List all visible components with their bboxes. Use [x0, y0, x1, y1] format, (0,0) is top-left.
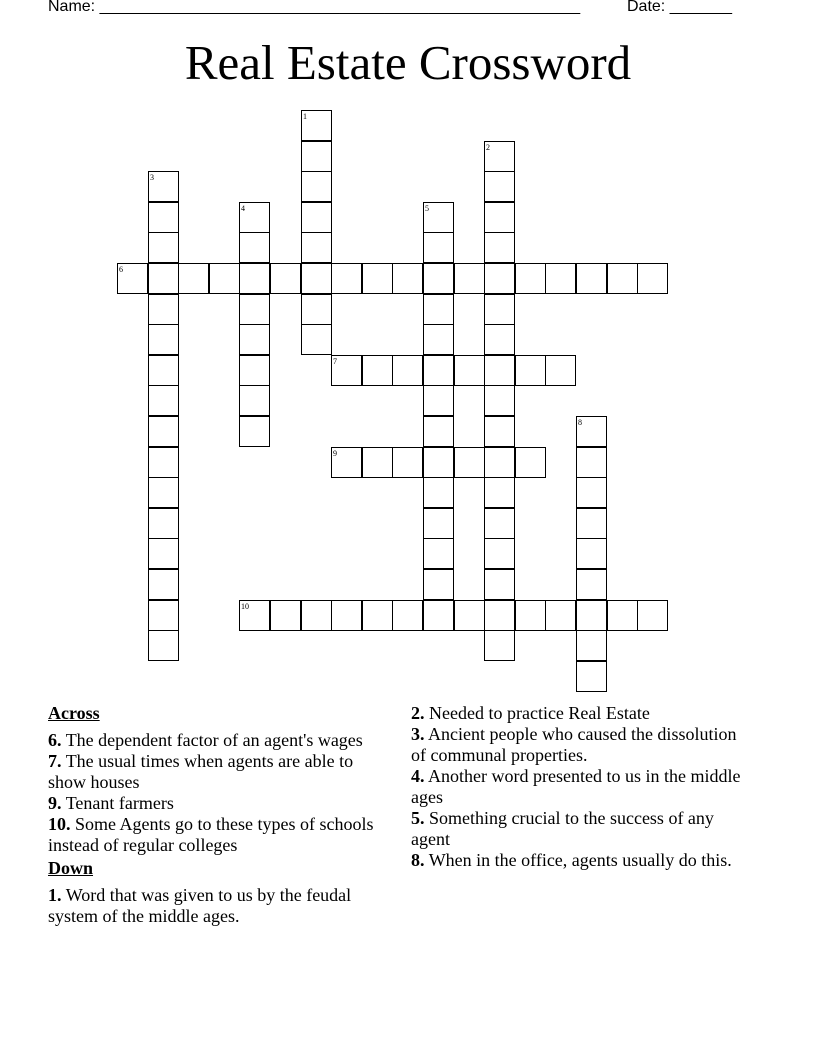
- clue-start-number: 10: [241, 602, 249, 611]
- grid-cell[interactable]: [454, 600, 485, 631]
- grid-cell[interactable]: [423, 600, 454, 631]
- grid-cell[interactable]: [484, 294, 515, 325]
- clue-start-number: 4: [241, 204, 245, 213]
- grid-cell[interactable]: [576, 263, 607, 294]
- clue-text: Something crucial to the success of any agent: [411, 808, 714, 849]
- grid-cell[interactable]: [607, 263, 638, 294]
- grid-cell[interactable]: [423, 263, 454, 294]
- clue-text: Ancient people who caused the dissolution of communal properties.: [411, 724, 737, 765]
- grid-cell[interactable]: [148, 630, 179, 661]
- grid-cell[interactable]: [484, 477, 515, 508]
- grid-cell[interactable]: [423, 385, 454, 416]
- grid-cell[interactable]: [392, 600, 423, 631]
- clue-number: 4.: [411, 766, 425, 786]
- grid-cell[interactable]: [545, 355, 576, 386]
- clue-across-10: [48, 814, 378, 856]
- grid-cell[interactable]: [484, 569, 515, 600]
- grid-cell[interactable]: [545, 600, 576, 631]
- grid-cell[interactable]: [362, 263, 393, 294]
- clue-text: When in the office, agents usually do this.: [428, 850, 732, 870]
- clue-number: 9.: [48, 793, 62, 813]
- clue-down-5: [411, 808, 751, 850]
- grid-cell[interactable]: [209, 263, 240, 294]
- clue-text: Needed to practice Real Estate: [429, 703, 650, 723]
- clue-start-number: 1: [303, 112, 307, 121]
- clue-number: 3.: [411, 724, 425, 744]
- clue-across-7: [48, 751, 378, 793]
- grid-cell[interactable]: [423, 324, 454, 355]
- grid-cell[interactable]: [454, 263, 485, 294]
- grid-cell[interactable]: [148, 508, 179, 539]
- clue-number: 2.: [411, 703, 425, 723]
- clue-across-6: [48, 730, 378, 751]
- clue-start-number: 8: [578, 418, 582, 427]
- grid-cell[interactable]: [423, 232, 454, 263]
- grid-cell[interactable]: [301, 600, 332, 631]
- grid-cell[interactable]: [545, 263, 576, 294]
- clue-start-number: 7: [333, 357, 337, 366]
- page-title: Real Estate Crossword: [184, 35, 632, 90]
- clue-down-3: [411, 724, 751, 766]
- clue-number: 8.: [411, 850, 425, 870]
- grid-cell[interactable]: [148, 416, 179, 447]
- clue-number: 10.: [48, 814, 71, 834]
- grid-cell[interactable]: [576, 630, 607, 661]
- grid-cell[interactable]: [576, 508, 607, 539]
- grid-cell[interactable]: [484, 630, 515, 661]
- grid-cell[interactable]: [239, 294, 270, 325]
- grid-cell[interactable]: [148, 538, 179, 569]
- grid-cell[interactable]: [484, 202, 515, 233]
- grid-cell[interactable]: [239, 324, 270, 355]
- grid-cell[interactable]: [484, 447, 515, 478]
- grid-cell[interactable]: [484, 385, 515, 416]
- clue-text: Tenant farmers: [65, 793, 174, 813]
- across-heading: Across: [48, 703, 100, 723]
- grid-cell[interactable]: [484, 508, 515, 539]
- grid-cell[interactable]: [484, 324, 515, 355]
- clue-number: 7.: [48, 751, 62, 771]
- grid-cell[interactable]: [392, 355, 423, 386]
- clue-down-1: [48, 885, 378, 927]
- date-field[interactable]: Date: _______: [627, 0, 732, 15]
- clue-start-number: 2: [486, 143, 490, 152]
- grid-cell[interactable]: [454, 447, 485, 478]
- grid-cell[interactable]: [239, 355, 270, 386]
- clue-text: The usual times when agents are able to show houses: [48, 751, 354, 792]
- clue-text: Word that was given to us by the feudal system of the middle ages.: [48, 885, 352, 926]
- grid-cell[interactable]: [515, 355, 546, 386]
- grid-cell[interactable]: [148, 294, 179, 325]
- grid-cell[interactable]: [301, 232, 332, 263]
- grid-cell[interactable]: [148, 202, 179, 233]
- grid-cell[interactable]: [484, 538, 515, 569]
- grid-cell[interactable]: [484, 416, 515, 447]
- down-heading: Down: [48, 858, 94, 878]
- grid-cell[interactable]: [484, 232, 515, 263]
- grid-cell[interactable]: [270, 263, 301, 294]
- grid-cell[interactable]: [423, 569, 454, 600]
- grid-cell[interactable]: [484, 600, 515, 631]
- name-field[interactable]: Name: ______________________________________________________: [48, 0, 581, 15]
- clues-left-column: [48, 703, 378, 927]
- grid-cell[interactable]: [301, 294, 332, 325]
- grid-cell[interactable]: [362, 600, 393, 631]
- grid-cell[interactable]: [148, 447, 179, 478]
- grid-cell[interactable]: [423, 477, 454, 508]
- clues-right-column: [411, 703, 751, 871]
- clue-start-number: 3: [150, 173, 154, 182]
- grid-cell[interactable]: [270, 600, 301, 631]
- grid-cell[interactable]: [392, 447, 423, 478]
- clue-text: Another word presented to us in the middle ages: [411, 766, 741, 807]
- clue-down-8: [411, 850, 751, 871]
- grid-cell[interactable]: [515, 600, 546, 631]
- grid-cell[interactable]: [239, 385, 270, 416]
- grid-cell[interactable]: [301, 202, 332, 233]
- grid-cell[interactable]: [148, 324, 179, 355]
- grid-cell[interactable]: [423, 508, 454, 539]
- grid-cell[interactable]: [576, 538, 607, 569]
- clue-number: 5.: [411, 808, 425, 828]
- grid-cell[interactable]: [515, 447, 546, 478]
- grid-cell[interactable]: [515, 263, 546, 294]
- grid-cell[interactable]: [392, 263, 423, 294]
- clue-start-number: 9: [333, 449, 337, 458]
- grid-cell[interactable]: [239, 263, 270, 294]
- clue-number: 1.: [48, 885, 62, 905]
- grid-cell[interactable]: [148, 477, 179, 508]
- grid-cell[interactable]: [576, 477, 607, 508]
- grid-cell[interactable]: [148, 385, 179, 416]
- clue-start-number: 6: [119, 265, 123, 274]
- grid-cell[interactable]: [239, 416, 270, 447]
- grid-cell[interactable]: [484, 263, 515, 294]
- clue-text: The dependent factor of an agent's wages: [65, 730, 363, 750]
- grid-cell[interactable]: [607, 600, 638, 631]
- grid-cell[interactable]: [576, 600, 607, 631]
- grid-cell[interactable]: [148, 569, 179, 600]
- clue-text: Some Agents go to these types of schools instead of regular colleges: [48, 814, 374, 855]
- grid-cell[interactable]: [454, 355, 485, 386]
- clue-across-9: [48, 793, 378, 814]
- grid-cell[interactable]: [239, 232, 270, 263]
- grid-cell[interactable]: [576, 661, 607, 692]
- clue-number: 6.: [48, 730, 62, 750]
- grid-cell[interactable]: [637, 600, 668, 631]
- grid-cell[interactable]: [301, 141, 332, 172]
- grid-cell[interactable]: [331, 600, 362, 631]
- grid-cell[interactable]: [423, 294, 454, 325]
- grid-cell[interactable]: [148, 263, 179, 294]
- grid-cell[interactable]: [423, 355, 454, 386]
- grid-cell[interactable]: [301, 171, 332, 202]
- grid-cell[interactable]: [148, 232, 179, 263]
- grid-cell[interactable]: [423, 538, 454, 569]
- grid-cell[interactable]: [301, 324, 332, 355]
- grid-cell[interactable]: [637, 263, 668, 294]
- grid-cell[interactable]: [362, 355, 393, 386]
- grid-cell[interactable]: [484, 355, 515, 386]
- grid-cell[interactable]: [301, 263, 332, 294]
- clue-down-2: [411, 703, 751, 724]
- grid-cell[interactable]: [423, 447, 454, 478]
- grid-cell[interactable]: [576, 447, 607, 478]
- grid-cell[interactable]: [178, 263, 209, 294]
- clue-start-number: 5: [425, 204, 429, 213]
- grid-cell[interactable]: [576, 569, 607, 600]
- grid-cell[interactable]: [148, 355, 179, 386]
- grid-cell[interactable]: [331, 263, 362, 294]
- grid-cell[interactable]: [484, 171, 515, 202]
- clue-down-4: [411, 766, 751, 808]
- grid-cell[interactable]: [362, 447, 393, 478]
- grid-cell[interactable]: [148, 600, 179, 631]
- grid-cell[interactable]: [423, 416, 454, 447]
